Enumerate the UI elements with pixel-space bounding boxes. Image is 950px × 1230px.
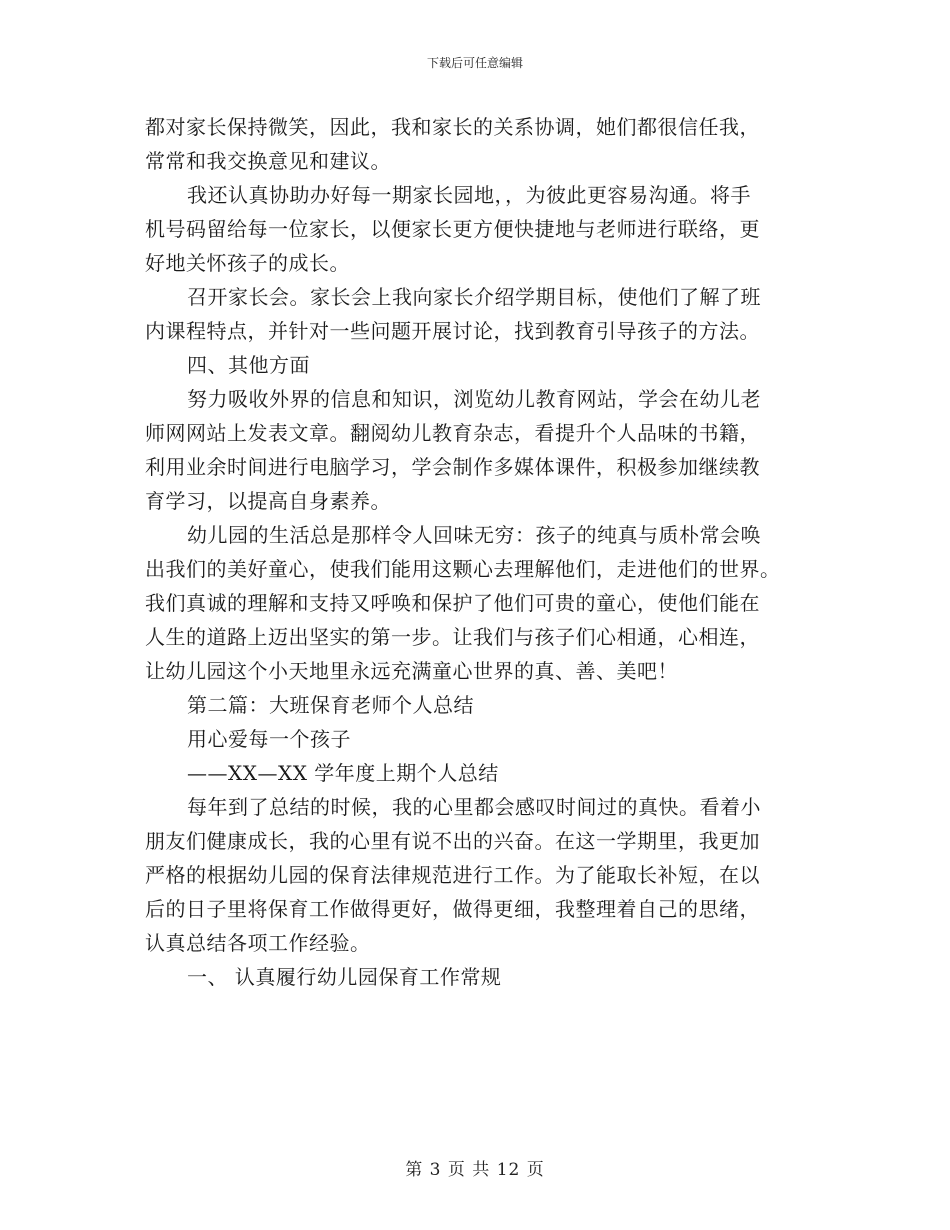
text-line: 让幼儿园这个小天地里永远充满童心世界的真、善、美吧！ [145, 659, 678, 683]
text-line: 幼儿园的生活总是那样令人回味无穷：孩子的纯真与质朴常会唤 [187, 523, 761, 547]
text-line: 一、 认真履行幼儿园保育工作常规 [187, 965, 502, 989]
text-line: 都对家长保持微笑，因此，我和家长的关系协调，她们都很信任我， [145, 115, 760, 139]
text-line: 我还认真协助办好每一期家长园地，，为彼此更容易沟通。将手 [187, 183, 751, 207]
text-line: 机号码留给每一位家长，以便家长更方便快捷地与老师进行联络，更 [145, 217, 760, 241]
text-line: 努力吸收外界的信息和知识，浏览幼儿教育网站，学会在幼儿老 [187, 387, 761, 411]
text-line: 每年到了总结的时候，我的心里都会感叹时间过的真快。看着小 [187, 795, 761, 819]
page-number: 第 3 页 共 12 页 [405, 1160, 545, 1180]
text-line: ——XX—XX 学年度上期个人总结 [187, 761, 499, 785]
text-line: 常常和我交换意见和建议。 [145, 149, 391, 173]
text-line: 认真总结各项工作经验。 [145, 931, 371, 955]
text-line: 出我们的美好童心，使我们能用这颗心去理解他们，走进他们的世界。 [145, 557, 781, 581]
text-line: 四、其他方面 [187, 353, 310, 377]
text-line: 召开家长会。家长会上我向家长介绍学期目标，使他们了解了班 [187, 285, 761, 309]
text-line: 我们真诚的理解和支持又呼唤和保护了他们可贵的童心，使他们能在 [145, 591, 760, 615]
text-line: 用心爱每一个孩子 [187, 727, 351, 751]
document-body [145, 110, 805, 994]
text-line: 利用业余时间进行电脑学习，学会制作多媒体课件，积极参加继续教 [145, 455, 760, 479]
text-line: 师网网站上发表文章。翻阅幼儿教育杂志，看提升个人品味的书籍， [145, 421, 760, 445]
text-line: 好地关怀孩子的成长。 [145, 251, 350, 275]
text-line: 后的日子里将保育工作做得更好，做得更细，我整理着自己的思绪， [145, 897, 760, 921]
text-line: 内课程特点，并针对一些问题开展讨论，找到教育引导孩子的方法。 [145, 319, 760, 343]
text-line: 育学习，以提高自身素养。 [145, 489, 391, 513]
text-line: 人生的道路上迈出坚实的第一步。让我们与孩子们心相通，心相连， [145, 625, 760, 649]
page-header-note: 下载后可任意编辑 [426, 56, 523, 70]
text-line: 第二篇：大班保育老师个人总结 [187, 693, 474, 717]
text-line: 严格的根据幼儿园的保育法律规范进行工作。为了能取长补短，在以 [145, 863, 760, 887]
text-line: 朋友们健康成长，我的心里有说不出的兴奋。在这一学期里，我更加 [145, 829, 760, 853]
